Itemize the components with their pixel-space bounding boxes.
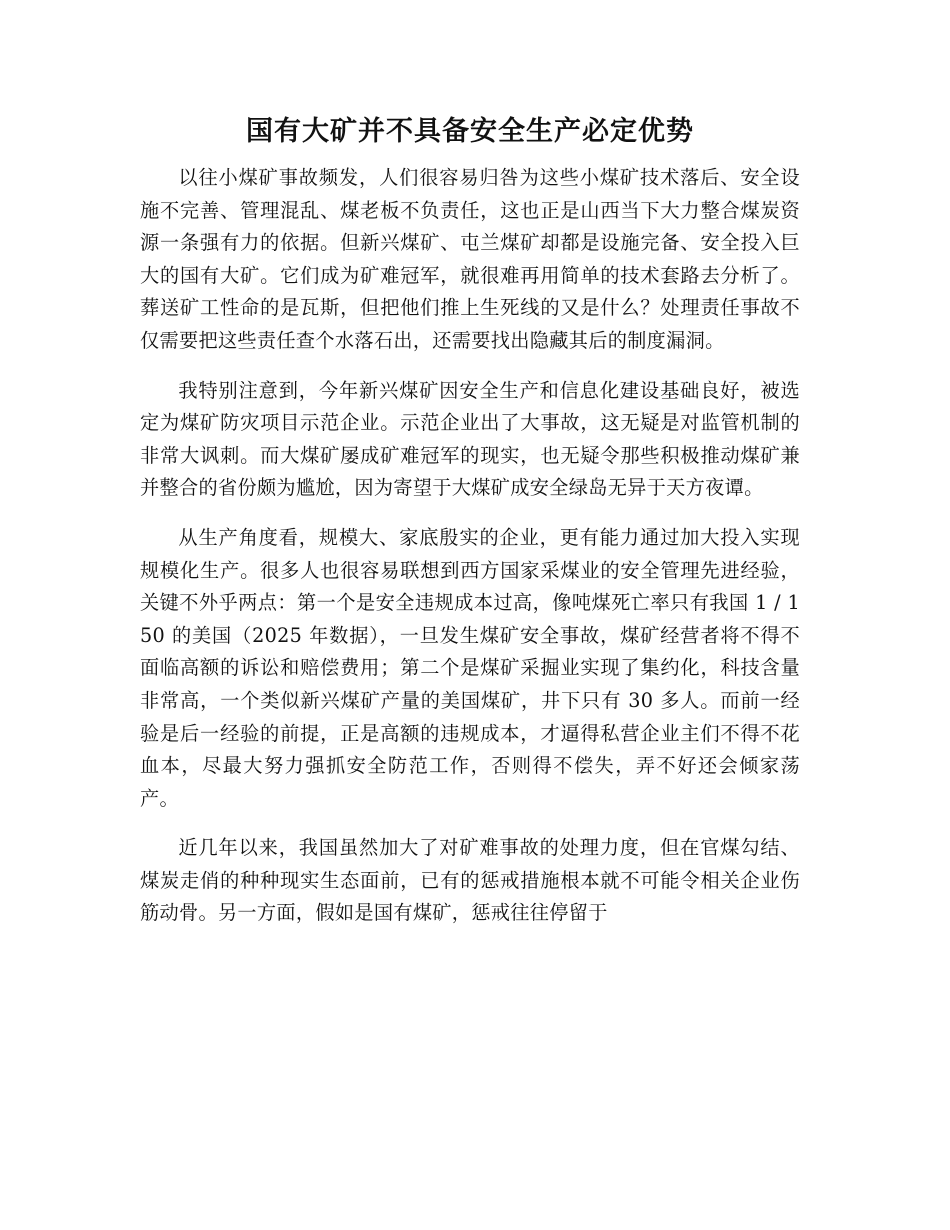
paragraph-1: 以往小煤矿事故频发，人们很容易归咎为这些小煤矿技术落后、安全设施不完善、管理混乱、煤老板不负责任，这也正是山西当下大力整合煤炭资源一条强有力的依据。但新兴煤矿、屯兰煤矿却都是设施完备、安全投入巨大的国有大矿。它们成为矿难冠军，就很难再用简单的技术套路去分析了。葬送矿工性命的是瓦斯，但把他们推上生死线的又是什么？处理责任事故不仅需要把这些责任查个水落石出，还需要找出隐藏其后的制度漏洞。 <box>140 166 800 352</box>
paragraph-2: 我特别注意到，今年新兴煤矿因安全生产和信息化建设基础良好，被选定为煤矿防灾项目示范企业。示范企业出了大事故，这无疑是对监管机制的非常大讽刺。而大煤矿屡成矿难冠军的现实，也无疑令那些积极推动煤矿兼并整合的省份颇为尴尬，因为寄望于大煤矿成安全绿岛无异于天方夜谭。 <box>140 378 800 500</box>
paragraph-3: 从生产角度看，规模大、家底殷实的企业，更有能力通过加大投入实现规模化生产。很多人也很容易联想到西方国家采煤业的安全管理先进经验，关键不外乎两点：第一个是安全违规成本过高，像吨煤死亡率只有我国 1 / 150 的美国（2025 年数据），一旦发生煤矿安全事故，煤矿经营者将不得不面临高额的诉讼和赔偿费用；第二个是煤矿采掘业实现了集约化，科技含量非常高，一个类似新兴煤矿产量的美国煤矿，井下只有 30 多人。而前一经验是后一经验的前提，正是高额的违规成本，才逼得私营企业主们不得不花血本，尽最大努力强抓安全防范工作，否则得不偿失，弄不好还会倾家荡产。 <box>140 525 800 810</box>
document-page <box>140 108 800 947</box>
paragraph-4: 近几年以来，我国虽然加大了对矿难事故的处理力度，但在官煤勾结、煤炭走俏的种种现实生态面前，已有的惩戒措施根本就不可能令相关企业伤筋动骨。另一方面，假如是国有煤矿，惩戒往往停留于 <box>140 836 800 925</box>
document-title: 国有大矿并不具备安全生产必定优势 <box>246 116 694 147</box>
